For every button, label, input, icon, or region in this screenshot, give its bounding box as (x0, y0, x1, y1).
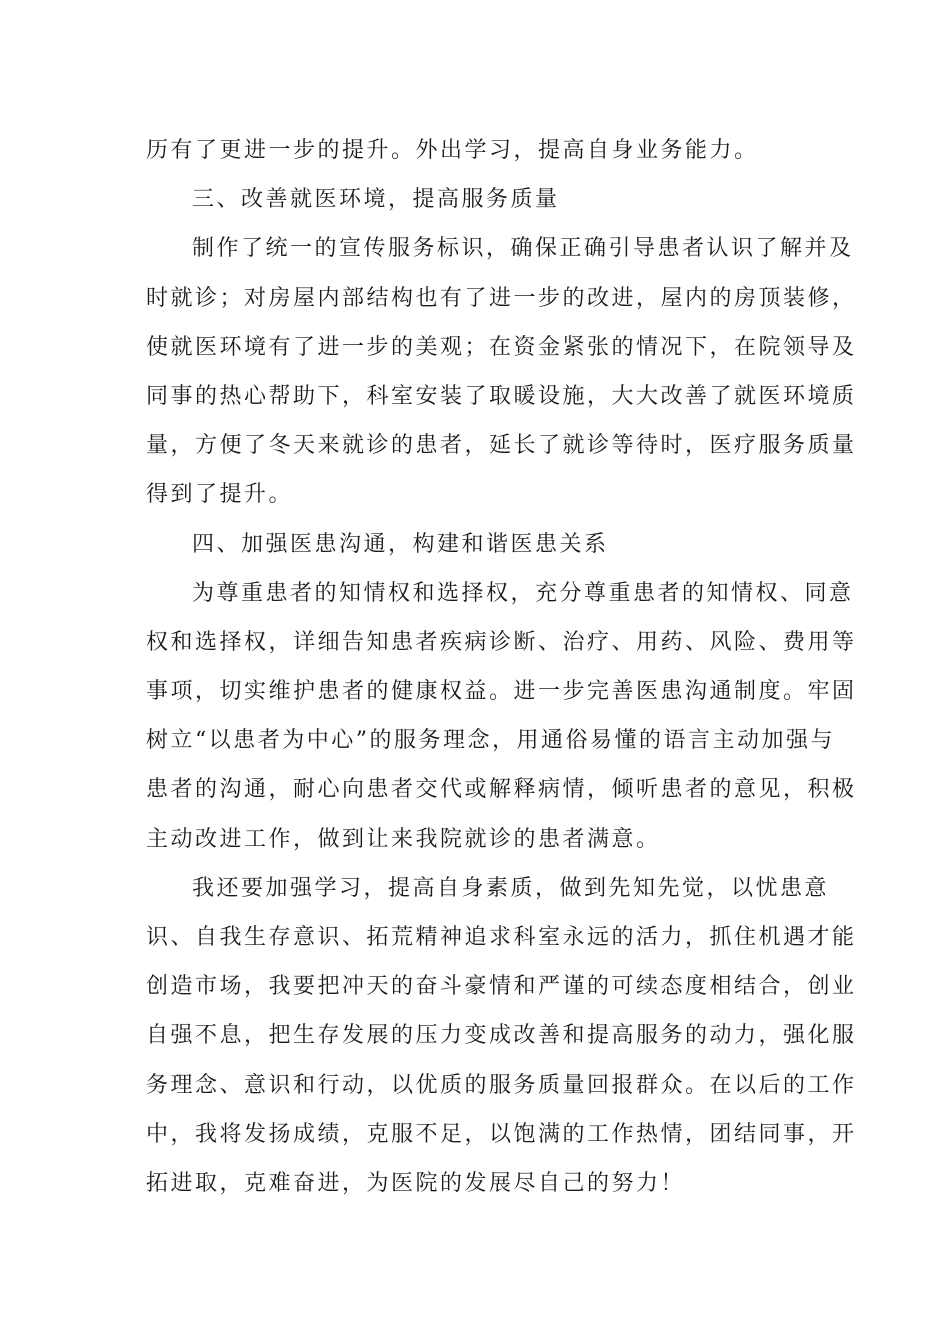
section-heading-4: 四、加强医患沟通，构建和谐医患关系 (192, 531, 609, 557)
paragraph-line: 主动改进工作，做到让来我院就诊的患者满意。 (146, 826, 661, 852)
paragraph-line: 创造市场，我要把冲天的奋斗豪情和严谨的可续态度相结合，创业 (146, 974, 857, 1000)
paragraph-line: 量，方便了冬天来就诊的患者，延长了就诊等待时，医疗服务质量 (146, 433, 857, 459)
paragraph-line: 自强不息，把生存发展的压力变成改善和提高服务的动力，强化服 (146, 1023, 857, 1049)
section-heading-3: 三、改善就医环境，提高服务质量 (192, 187, 560, 213)
paragraph-line: 我还要加强学习，提高自身素质，做到先知先觉，以忧患意 (192, 875, 830, 901)
document-body (146, 126, 857, 1208)
paragraph-line: 识、自我生存意识、拓荒精神追求科室永远的活力，抓住机遇才能 (146, 925, 857, 950)
paragraph-line: 事项，切实维护患者的健康权益。进一步完善医患沟通制度。牢固 (146, 679, 857, 705)
paragraph-line: 患者的沟通，耐心向患者交代或解释病情，倾听患者的意见，积极 (146, 777, 857, 803)
paragraph-line: 拓进取，克难奋进，为医院的发展尽自己的努力！ (146, 1170, 686, 1196)
paragraph-line: 权和选择权，详细告知患者疾病诊断、治疗、用药、风险、费用等 (146, 629, 857, 655)
paragraph-line: 为尊重患者的知情权和选择权，充分尊重患者的知情权、同意 (192, 580, 854, 606)
paragraph-line: 得到了提升。 (146, 482, 294, 508)
paragraph-line: 务理念、意识和行动，以优质的服务质量回报群众。在以后的工作 (146, 1072, 857, 1098)
paragraph-line: 制作了统一的宣传服务标识，确保正确引导患者认识了解并及 (192, 236, 854, 262)
paragraph-line: 同事的热心帮助下，科室安装了取暖设施，大大改善了就医环境质 (146, 383, 857, 409)
paragraph-line: 历有了更进一步的提升。外出学习，提高自身业务能力。 (146, 138, 759, 163)
paragraph-line: 树立“以患者为中心”的服务理念，用通俗易懂的语言主动加强与 (146, 728, 835, 754)
paragraph-line: 中，我将发扬成绩，克服不足，以饱满的工作热情，团结同事，开 (146, 1121, 857, 1147)
paragraph-line: 时就诊；对房屋内部结构也有了进一步的改进，屋内的房顶装修， (146, 285, 857, 311)
paragraph-line: 使就医环境有了进一步的美观；在资金紧张的情况下，在院领导及 (146, 334, 857, 360)
